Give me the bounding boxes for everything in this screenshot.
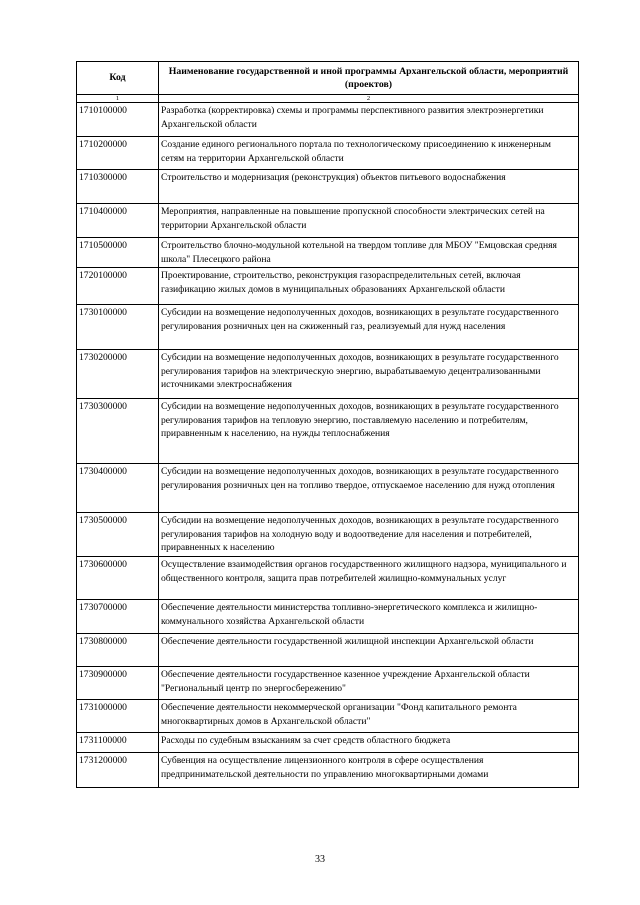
row-code: 1730300000: [77, 399, 159, 464]
column-number-2: 2: [159, 95, 579, 103]
table-row: [77, 238, 579, 268]
page-number: 33: [315, 854, 325, 865]
row-code: 1730100000: [77, 305, 159, 350]
table-row: [77, 513, 579, 557]
row-name: Субсидии на возмещение недополученных доходов, возникающих в результате государственного регулирования тарифов на тепловую энергию, поставляемую населению и потребителям, приравненным к населению, на нужды теплоснабжения: [159, 399, 579, 464]
table-row: [77, 103, 579, 137]
row-name: Субсидии на возмещение недополученных доходов, возникающих в результате государственного регулирования тарифов на холодную воду и водоотведение для населения и потребителей, приравненных к населению: [159, 513, 579, 557]
row-name: Обеспечение деятельности некоммерческой организации "Фонд капитального ремонта многоквартирных домов в Архангельской области": [159, 699, 579, 732]
table-row: [77, 399, 579, 464]
row-code: 1730900000: [77, 666, 159, 699]
row-name: Осуществление взаимодействия органов государственного жилищного надзора, муниципального и общественного контроля, защита прав потребителей жилищно-коммунальных услуг: [159, 556, 579, 599]
row-name: Обеспечение деятельности государственной жилищной инспекции Архангельской области: [159, 633, 579, 666]
table-row: [77, 464, 579, 513]
row-name: Строительство блочно-модульной котельной на твердом топливе для МБОУ "Емцовская средняя школа" Плесецкого района: [159, 238, 579, 268]
row-name: Разработка (корректировка) схемы и программы перспективного развития электроэнергетики Архангельской области: [159, 103, 579, 137]
header-code: Код: [77, 62, 159, 95]
row-code: 1710400000: [77, 204, 159, 238]
row-code: 1730200000: [77, 350, 159, 399]
row-code: 1710500000: [77, 238, 159, 268]
row-name: Создание единого регионального портала по технологическому присоединению к инженерным сетям на территории Архангельской области: [159, 137, 579, 170]
table-body: [77, 103, 579, 788]
table-row: [77, 732, 579, 752]
row-code: 1710300000: [77, 170, 159, 204]
table-row: [77, 204, 579, 238]
row-code: 1710200000: [77, 137, 159, 170]
row-code: 1710100000: [77, 103, 159, 137]
row-name: Субвенция на осуществление лицензионного контроля в сфере осуществления предпринимательской деятельности по управлению многоквартирными домами: [159, 752, 579, 787]
row-name: Проектирование, строительство, реконструкция газораспределительных сетей, включая газификацию жилых домов в муниципальных образованиях Архангельской области: [159, 268, 579, 305]
table-row: [77, 633, 579, 666]
column-number-1: 1: [77, 95, 159, 103]
table-row: [77, 268, 579, 305]
row-name: Расходы по судебным взысканиям за счет средств областного бюджета: [159, 732, 579, 752]
row-name: Обеспечение деятельности государственное казенное учреждение Архангельской области "Региональный центр по энергосбережению": [159, 666, 579, 699]
column-number-row: [77, 95, 579, 103]
table-row: [77, 170, 579, 204]
table-row: [77, 699, 579, 732]
row-code: 1720100000: [77, 268, 159, 305]
row-code: 1730800000: [77, 633, 159, 666]
row-name: Субсидии на возмещение недополученных доходов, возникающих в результате государственного регулирования розничных цен на сжиженный газ, реализуемый для нужд населения: [159, 305, 579, 350]
table-row: [77, 556, 579, 599]
programs-table: [76, 61, 579, 788]
row-code: 1730700000: [77, 599, 159, 633]
table-row: [77, 137, 579, 170]
table-row: [77, 599, 579, 633]
header-name: Наименование государственной и иной программы Архангельской области, мероприятий (проектов): [159, 62, 579, 95]
row-name: Субсидии на возмещение недополученных доходов, возникающих в результате государственного регулирования розничных цен на топливо твердое, отпускаемое населению для нужд отопления: [159, 464, 579, 513]
table-row: [77, 752, 579, 787]
row-code: 1731000000: [77, 699, 159, 732]
row-code: 1731100000: [77, 732, 159, 752]
row-code: 1731200000: [77, 752, 159, 787]
table-row: [77, 305, 579, 350]
row-name: Мероприятия, направленные на повышение пропускной способности электрических сетей на территории Архангельской области: [159, 204, 579, 238]
row-code: 1730500000: [77, 513, 159, 557]
table-header-row: [77, 62, 579, 95]
row-name: Субсидии на возмещение недополученных доходов, возникающих в результате государственного регулирования тарифов на электрическую энергию, вырабатываемую децентрализованными источниками электроснабжения: [159, 350, 579, 399]
row-code: 1730400000: [77, 464, 159, 513]
table-row: [77, 666, 579, 699]
row-code: 1730600000: [77, 556, 159, 599]
row-name: Строительство и модернизация (реконструкция) объектов питьевого водоснабжения: [159, 170, 579, 204]
row-name: Обеспечение деятельности министерства топливно-энергетического комплекса и жилищно-коммунального хозяйства Архангельской области: [159, 599, 579, 633]
table-row: [77, 350, 579, 399]
